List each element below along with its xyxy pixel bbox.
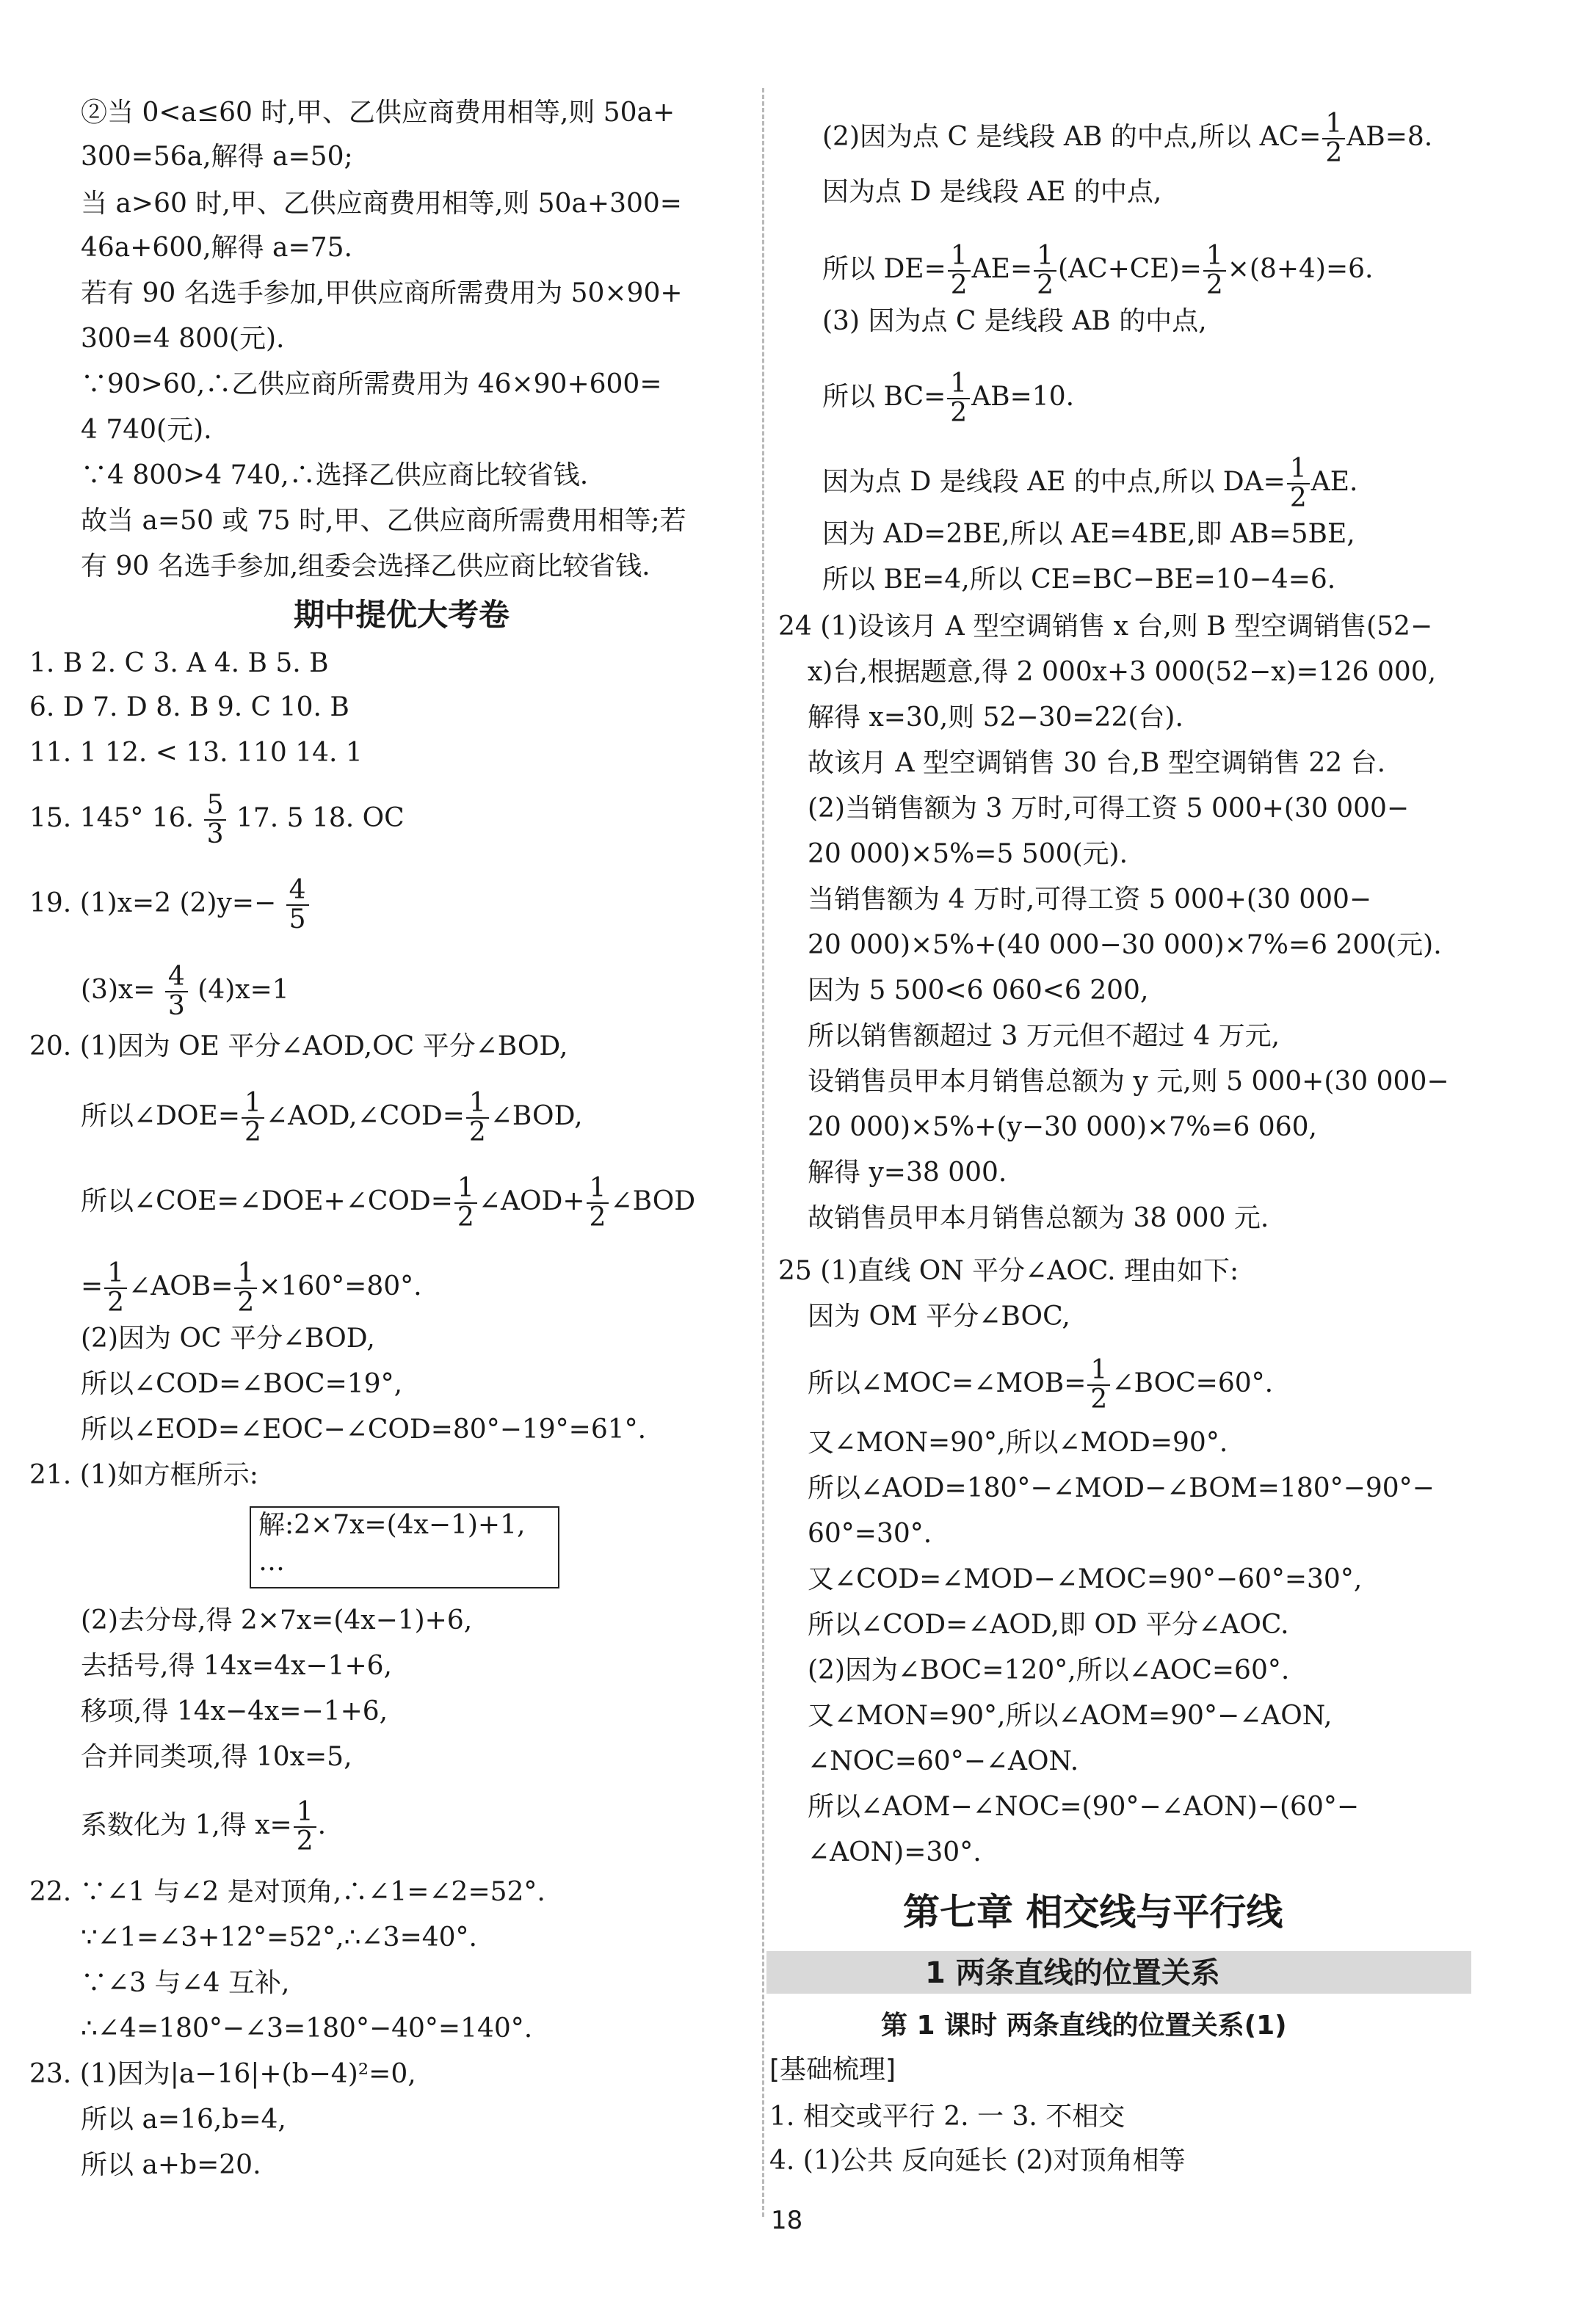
fraction: $\frac{1}{2}$ [948,242,971,299]
answer-line: 1. B 2. C 3. A 4. B 5. B [29,648,329,678]
text-line: 故该月 A 型空调销售 30 台,B 型空调销售 22 台. [808,748,1386,778]
answer-box [250,1506,559,1588]
text-line: ∴∠4=180°−∠3=180°−40°=140°. [81,2013,533,2044]
section-title: 1 两条直线的位置关系 [925,1956,1220,1990]
text-line: 所以销售额超过 3 万元但不超过 4 万元, [808,1021,1280,1051]
text-line: 所以∠COD=∠BOC=19°, [81,1369,403,1399]
text-line: 4 740(元). [81,415,212,445]
fraction: $\frac{4}{5}$ [286,876,309,934]
box-line: 解:2×7x=(4x−1)+1, [258,1510,526,1540]
answer-line: 4. (1)公共 反向延长 (2)对顶角相等 [769,2146,1186,2176]
fraction: $\frac{1}{2}$ [1287,455,1310,512]
text-line: 20. (1)因为 OE 平分∠AOD,OC 平分∠BOD, [29,1031,568,1061]
text-line: 60°=30°. [808,1519,932,1549]
text-line: 移项,得 14x−4x=−1+6, [81,1696,388,1726]
text-line: 25 (1)直线 ON 平分∠AOC. 理由如下: [778,1256,1239,1286]
text-line: 20 000)×5%=5 500(元). [808,839,1128,869]
text-line: = $\frac{1}{2}$ ∠AOB= $\frac{1}{2}$ ×160°=80°. [81,1258,422,1318]
box-line: … [258,1547,285,1577]
chapter-title: 第七章 相交线与平行线 [903,1891,1283,1933]
text-line: (3) 因为点 C 是线段 AB 的中点, [822,306,1207,336]
exam-title: 期中提优大考卷 [294,597,510,633]
text-line: ∵4 800>4 740,∴选择乙供应商比较省钱. [81,460,589,490]
text-line: 当 a>60 时,甲、乙供应商费用相等,则 50a+300= [81,189,682,219]
text-line: 所以 a+b=20. [81,2150,261,2180]
text-line: 解得 x=30,则 52−30=22(台). [808,702,1183,733]
fraction: $\frac{4}{3}$ [165,963,188,1020]
text-line: 又∠MON=90°,所以∠MOD=90°. [808,1428,1228,1458]
text-line: ∵∠1=∠3+12°=52°,∴∠3=40°. [81,1922,477,1953]
text-line: 当销售额为 4 万时,可得工资 5 000+(30 000− [808,885,1372,915]
text-line: 所以∠AOM−∠NOC=(90°−∠AON)−(60°− [808,1792,1360,1822]
text-line: (2)因为∠BOC=120°,所以∠AOC=60°. [808,1655,1290,1685]
fraction: $\frac{1}{2}$ [242,1089,264,1147]
text-line: 因为点 D 是线段 AE 的中点,所以 DA= $\frac{1}{2}$ AE. [822,454,1358,513]
text-line: 21. (1)如方框所示: [29,1460,258,1490]
fraction: $\frac{1}{2}$ [294,1798,316,1856]
answer-line: 11. 1 12. < 13. 110 14. 1 [29,738,363,768]
text-line: ∠AON)=30°. [808,1837,982,1867]
fraction: $\frac{1}{2}$ [1087,1357,1110,1414]
answer-line: 19. (1)x=2 (2)y=− $\frac{4}{5}$ [29,876,311,934]
text-line: 因为 AD=2BE,所以 AE=4BE,即 AB=5BE, [822,519,1355,549]
text-line: x)台,根据题意,得 2 000x+3 000(52−x)=126 000, [808,657,1437,687]
text-line: 故销售员甲本月销售总额为 38 000 元. [808,1203,1269,1233]
text-line: 所以∠EOD=∠EOC−∠COD=80°−19°=61°. [81,1415,647,1445]
text-line: (2)当销售额为 3 万时,可得工资 5 000+(30 000− [808,794,1410,824]
text-line: ∠NOC=60°−∠AON. [808,1746,1079,1776]
answer-line: 6. D 7. D 8. B 9. C 10. B [29,692,349,722]
fraction: $\frac{1}{2}$ [947,370,970,427]
text-line: 300=56a,解得 a=50; [81,142,353,172]
text-line: ②当 0<a≤60 时,甲、乙供应商费用相等,则 50a+ [81,98,675,128]
column-divider [762,88,764,2217]
text-line: 所以 DE= $\frac{1}{2}$ AE= $\frac{1}{2}$ (AC+CE)= $\frac{1}{2}$ ×(8+4)=6. [822,241,1374,300]
fraction: $\frac{1}{2}$ [1034,242,1056,299]
text-line: 22. ∵∠1 与∠2 是对顶角,∴∠1=∠2=52°. [29,1877,545,1907]
text-line: 24 (1)设该月 A 型空调销售 x 台,则 B 型空调销售(52− [778,611,1433,642]
text-line: 所以 BC= $\frac{1}{2}$ AB=10. [822,368,1075,428]
fraction: $\frac{1}{2}$ [454,1174,477,1232]
text-line: 若有 90 名选手参加,甲供应商所需费用为 50×90+ [81,278,683,308]
fraction: $\frac{1}{2}$ [104,1260,127,1317]
text-line: 所以∠AOD=180°−∠MOD−∠BOM=180°−90°− [808,1473,1435,1503]
fraction: $\frac{5}{3}$ [204,791,227,849]
text-line: 解得 y=38 000. [808,1158,1007,1188]
fraction: $\frac{1}{2}$ [234,1260,257,1317]
text-line: 46a+600,解得 a=75. [81,233,352,263]
text-line: 所以∠MOC=∠MOB= $\frac{1}{2}$ ∠BOC=60°. [808,1355,1274,1415]
basics-heading: [基础梳理] [769,2055,896,2085]
lesson-title: 第 1 课时 两条直线的位置关系(1) [881,2011,1287,2041]
text-line: 所以 BE=4,所以 CE=BC−BE=10−4=6. [822,564,1336,595]
text-line: 所以∠DOE= $\frac{1}{2}$ ∠AOD,∠COD= $\frac{1}{2}$ ∠BOD, [81,1088,583,1147]
text-line: 因为 5 500<6 060<6 200, [808,976,1149,1006]
text-line: 所以 a=16,b=4, [81,2105,286,2135]
text-line: (2)因为 OC 平分∠BOD, [81,1323,375,1354]
text-line: 合并同类项,得 10x=5, [81,1742,352,1772]
answer-line: 15. 145° 16. $\frac{5}{3}$ 17. 5 18. OC [29,790,405,849]
text-line: 又∠MON=90°,所以∠AOM=90°−∠AON, [808,1701,1333,1731]
text-line: 因为点 D 是线段 AE 的中点, [822,177,1162,207]
fraction: $\frac{1}{2}$ [1203,242,1226,299]
text-line: 300=4 800(元). [81,324,285,354]
answer-line: 1. 相交或平行 2. 一 3. 不相交 [769,2102,1125,2132]
fraction: $\frac{1}{2}$ [1322,110,1345,167]
text-line: 20 000)×5%+(y−30 000)×7%=6 060, [808,1112,1317,1142]
text-line: 23. (1)因为|a−16|+(b−4)²=0, [29,2059,416,2089]
text-line: 去括号,得 14x=4x−1+6, [81,1651,392,1681]
text-line: 又∠COD=∠MOD−∠MOC=90°−60°=30°, [808,1564,1363,1594]
text-line: (2)去分母,得 2×7x=(4x−1)+6, [81,1605,473,1635]
text-line: (2)因为点 C 是线段 AB 的中点,所以 AC= $\frac{1}{2}$ AB=8. [822,109,1433,168]
text-line: 所以∠COD=∠AOD,即 OD 平分∠AOC. [808,1610,1289,1640]
fraction: $\frac{1}{2}$ [466,1089,489,1147]
text-line: 故当 a=50 或 75 时,甲、乙供应商所需费用相等;若 [81,506,686,536]
text-line: 20 000)×5%+(40 000−30 000)×7%=6 200(元). [808,930,1442,960]
text-line: ∵∠3 与∠4 互补, [81,1968,290,1998]
answer-line: (3)x= $\frac{4}{3}$ (4)x=1 [81,962,289,1021]
text-line: 所以∠COE=∠DOE+∠COD= $\frac{1}{2}$ ∠AOD+ $\frac{1}{2}$ ∠BOD [81,1173,696,1232]
text-line: 有 90 名选手参加,组委会选择乙供应商比较省钱. [81,551,650,581]
text-line: 设销售员甲本月销售总额为 y 元,则 5 000+(30 000− [808,1067,1449,1097]
page-number: 18 [771,2206,803,2235]
text-line: ∵90>60,∴乙供应商所需费用为 46×90+600= [81,369,662,399]
fraction: $\frac{1}{2}$ [587,1174,609,1232]
text-line: 系数化为 1,得 x= $\frac{1}{2}$ . [81,1797,327,1856]
text-line: 因为 OM 平分∠BOC, [808,1301,1070,1332]
